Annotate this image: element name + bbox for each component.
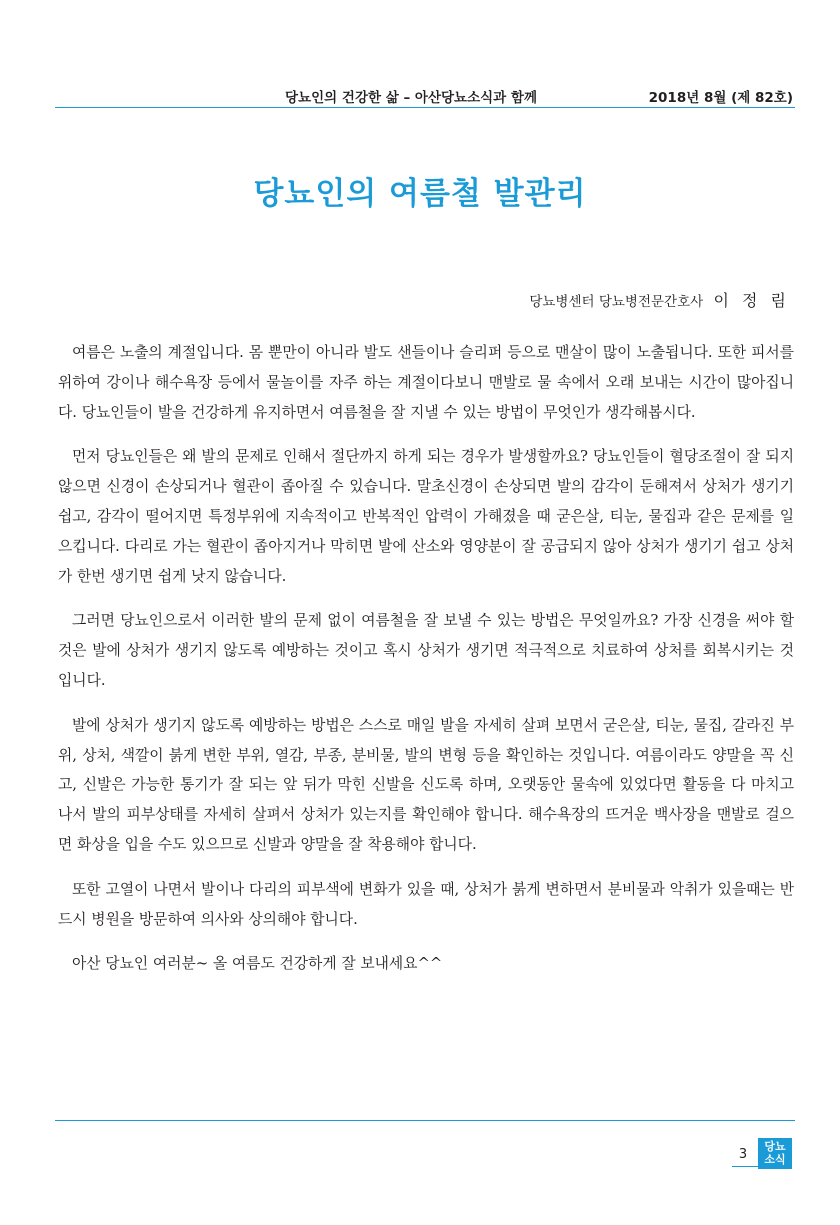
page-number: 3	[738, 1147, 748, 1162]
badge-line-2: 소식	[764, 1153, 786, 1166]
newsletter-badge	[758, 1138, 792, 1169]
author-affiliation: 당뇨병센터 당뇨병전문간호사	[529, 294, 704, 310]
page-header	[55, 84, 795, 106]
series-title: 당뇨인의 건강한 삶 – 아산당뇨소식과 함께	[285, 90, 537, 106]
article-body	[58, 338, 794, 979]
issue-label: 2018년 8월 (제 82호)	[648, 90, 793, 106]
paragraph: 또한 고열이 나면서 발이나 다리의 피부색에 변화가 있을 때, 상처가 붉게 변하면서 분비물과 악취가 있을때는 반드시 병원을 방문하여 의사와 상의해야 합니다.	[58, 880, 794, 928]
header-divider	[55, 107, 795, 108]
page-number-underline	[732, 1166, 758, 1167]
paragraph: 아산 당뇨인 여러분~ 올 여름도 건강하게 잘 보내세요^^	[72, 955, 443, 973]
paragraph: 발에 상처가 생기지 않도록 예방하는 방법은 스스로 매일 발을 자세히 살펴 보면서 굳은살, 티눈, 물집, 갈라진 부위, 상처, 색깔이 붉게 변한 부위, 열감, 부종, 분비물, 발의 변형 등을 확인하는 것입니다. 여름이라도 양말을 꼭 신고, 신발은 가능한 통기가 잘 되는 앞 뒤가 막힌 신발을 신도록 하며, 오랫동안 물속에 있었다면 활동을 다 마치고 나서 발의 피부상태를 자세히 살펴서 상처가 있는지를 확인해야 합니다. 해수욕장의 뜨거운 백사장을 맨발로 걸으면 화상을 입을 수도 있으므로 신발과 양말을 잘 착용해야 합니다.	[58, 716, 794, 853]
badge-line-1: 당뇨	[764, 1140, 786, 1153]
article-title: 당뇨인의 여름철 발관리	[253, 176, 587, 212]
author-byline	[529, 288, 790, 311]
paragraph: 먼저 당뇨인들은 왜 발의 문제로 인해서 절단까지 하게 되는 경우가 발생할까요? 당뇨인들이 혈당조절이 잘 되지 않으면 신경이 손상되거나 혈관이 좁아질 수 있습니다. 말초신경이 손상되면 발의 감각이 둔해져서 상처가 생기기 쉽고, 감각이 떨어지면 특정부위에 지속적이고 반복적인 압력이 가해졌을 때 굳은살, 티눈, 물집과 같은 문제를 일으킵니다. 다리로 가는 혈관이 좁아지거나 막히면 발에 산소와 영양분이 잘 공급되지 않아 상처가 생기기 쉽고 상처가 한번 생기면 쉽게 낫지 않습니다.	[58, 448, 794, 585]
author-name: 이 정 림	[713, 291, 790, 310]
paragraph: 여름은 노출의 계절입니다. 몸 뿐만이 아니라 발도 샌들이나 슬리퍼 등으로 맨살이 많이 노출됩니다. 또한 피서를 위하여 강이나 해수욕장 등에서 물놀이를 자주 하는 계절이다보니 맨발로 물 속에서 오래 보내는 시간이 많아집니다. 당뇨인들이 발을 건강하게 유지하면서 여름철을 잘 지낼 수 있는 방법이 무엇인가 생각해봅시다.	[58, 344, 794, 421]
paragraph: 그러면 당뇨인으로서 이러한 발의 문제 없이 여름철을 잘 보낼 수 있는 방법은 무엇일까요? 가장 신경을 써야 할 것은 발에 상처가 생기지 않도록 예방하는 것이고 혹시 상처가 생기면 적극적으로 치료하여 상처를 회복시키는 것입니다.	[58, 612, 794, 689]
footer-divider	[55, 1120, 795, 1121]
